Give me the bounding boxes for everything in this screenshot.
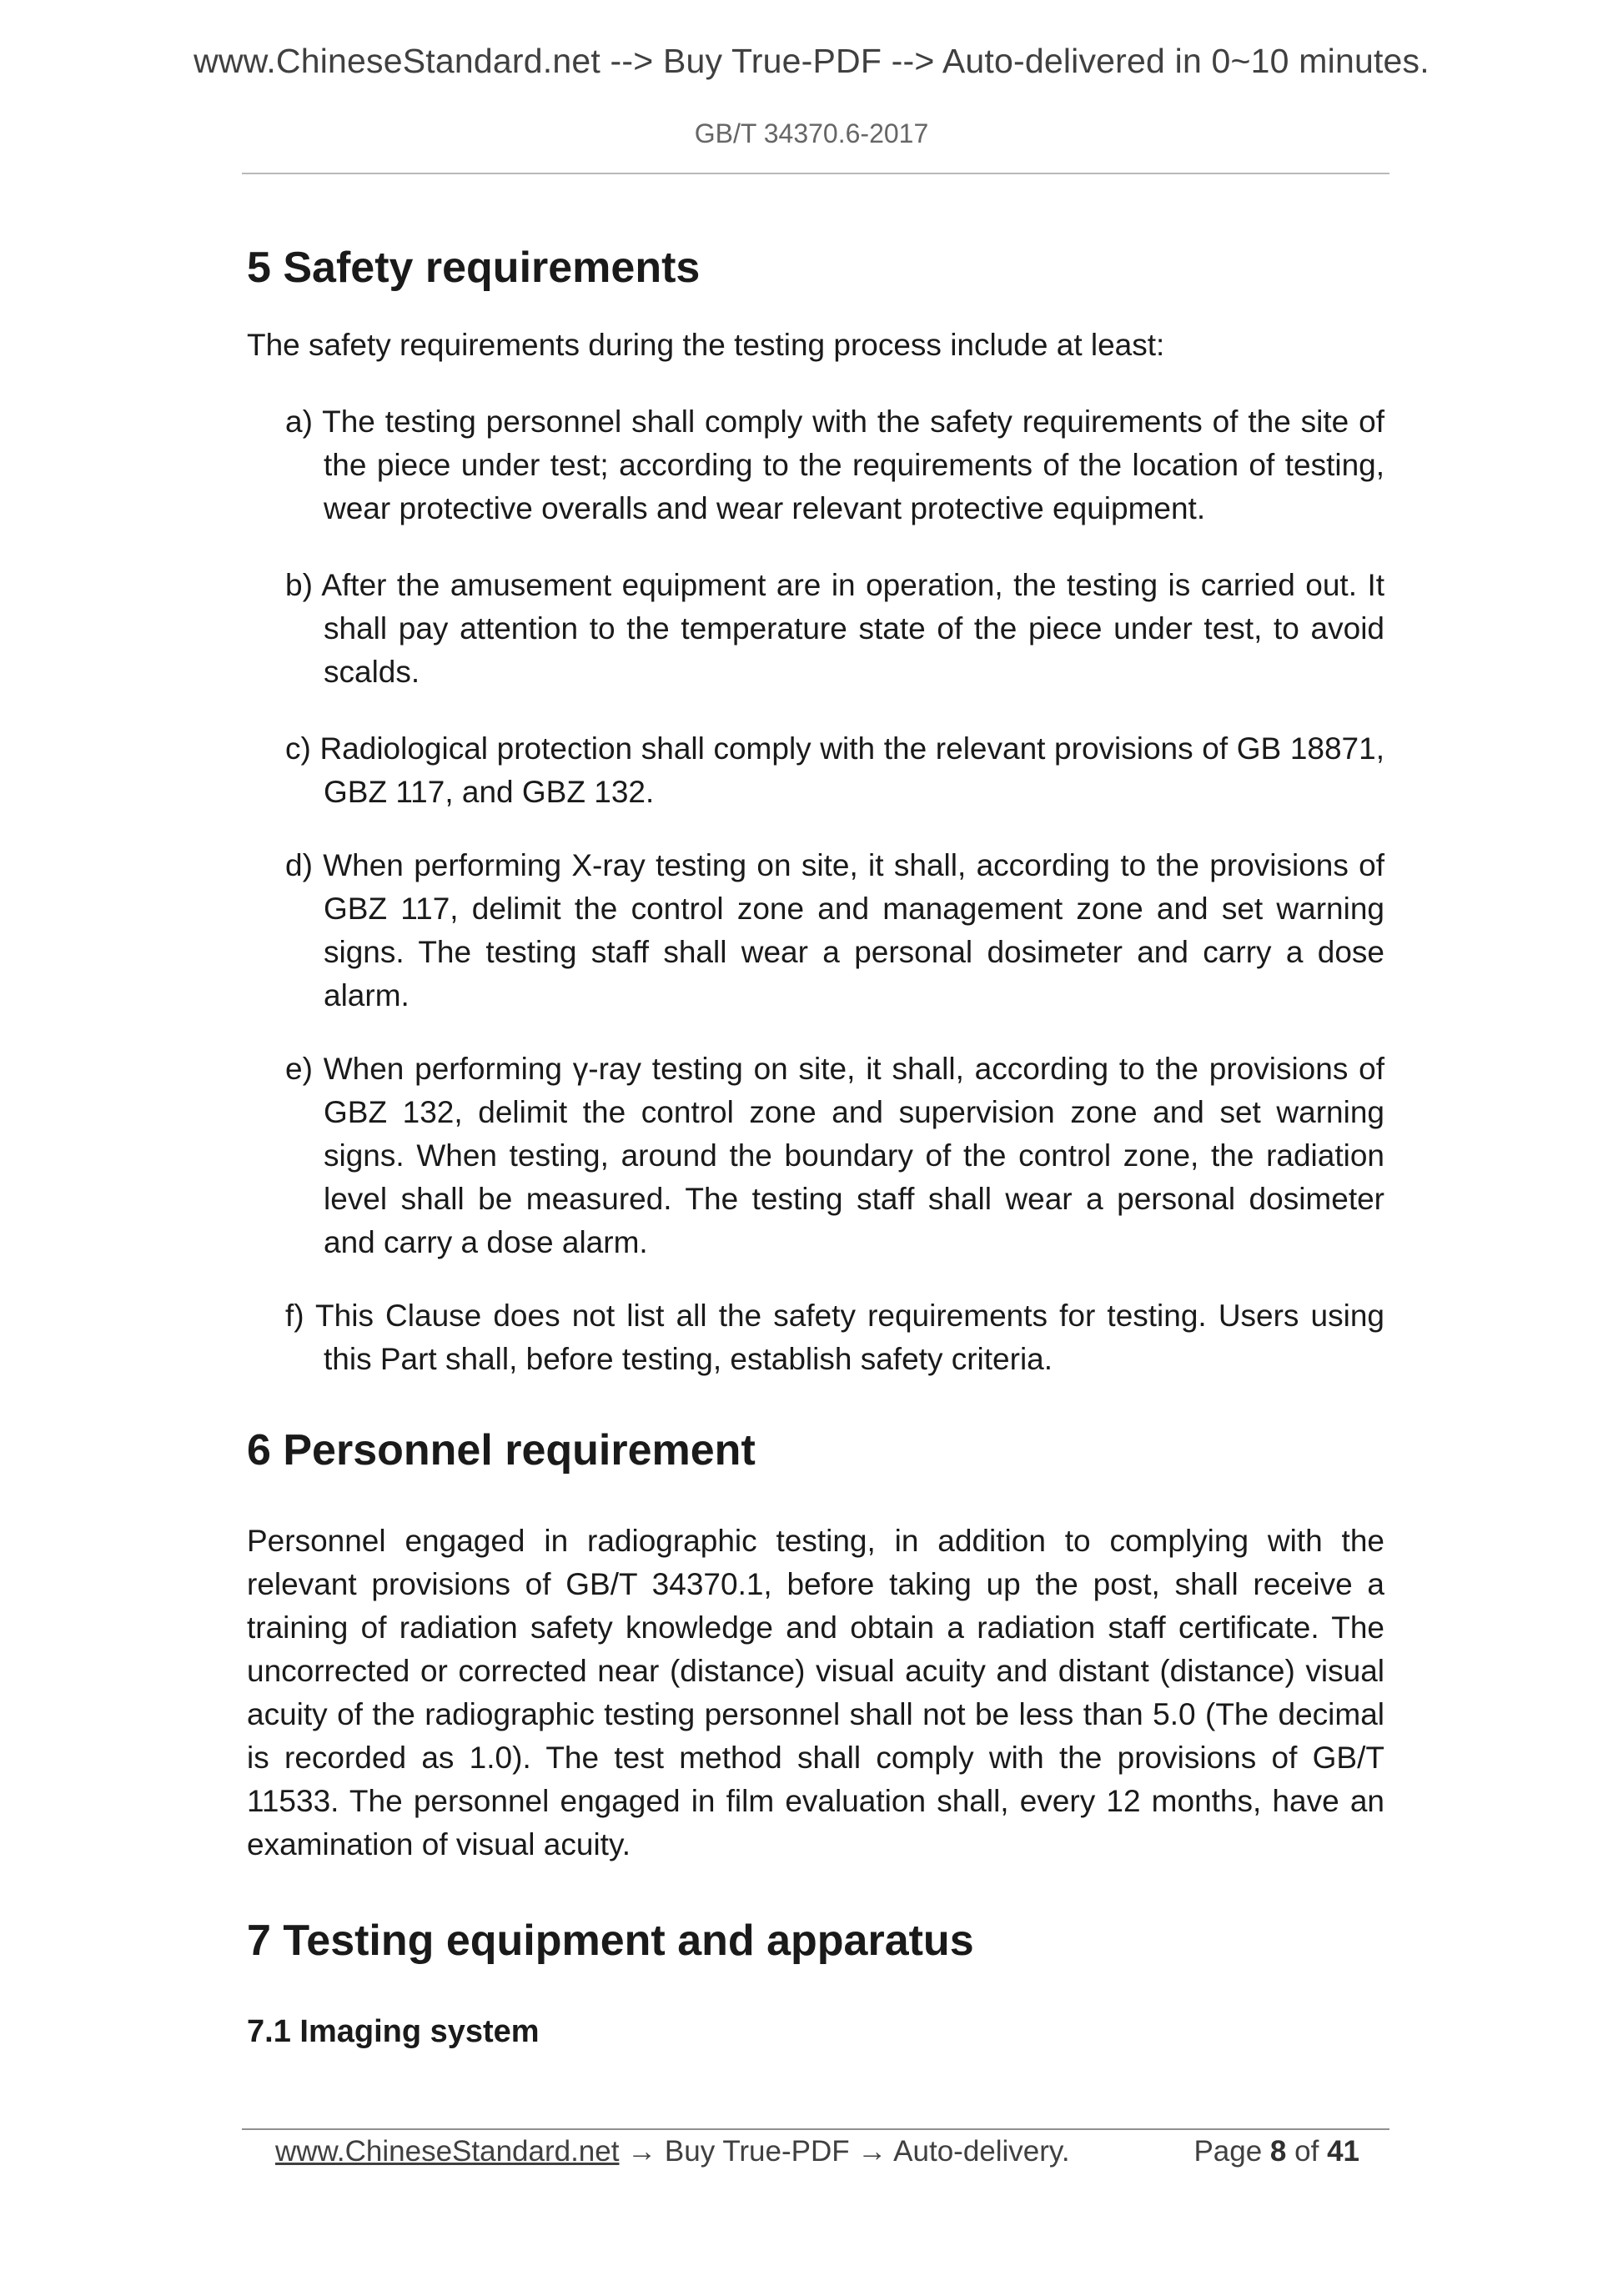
list-item: f) This Clause does not list all the safety requirements for testing. Users using this Part shall, before testing, establish safety criteria. [285,1299,1384,1376]
footer-text: → Buy True-PDF → Auto-delivery. [619,2135,1070,2168]
of-label: of [1294,2135,1319,2168]
page-indicator [1193,2135,1359,2168]
page-number: 8 [1269,2135,1287,2168]
header-divider [242,173,1389,174]
subsection-7-1-title: 7.1 Imaging system [247,2014,540,2049]
safety-requirements-list [247,400,1384,1381]
section-6-body: Personnel engaged in radiographic testing, in addition to complying with the relevant provisions of GB/T 34370.1, before taking up the post, shall receive a training of radiation safety knowledge and obtain a radiation staff certificate. The uncorrected or corrected near (distance) visual acuity and distant (distance) visual acuity of the radiographic testing personnel shall not be less than 5.0 (The decimal is recorded as 1.0). The test method shall comply with the provisions of GB/T 11533. The personnel engaged in film evaluation shall, every 12 months, have an examination of visual acuity. [247,1524,1384,1861]
page-footer [275,2135,1359,2177]
top-banner: www.ChineseStandard.net --> Buy True-PDF --> Auto-delivered in 0~10 minutes. [193,42,1430,80]
section-6-title: 6 Personnel requirement [247,1426,756,1475]
section-5-intro: The safety requirements during the testing process include at least: [247,328,1165,362]
section-5-title: 5 Safety requirements [247,244,701,292]
page-label: Page [1193,2135,1263,2168]
list-item: d) When performing X-ray testing on site, it shall, according to the provisions of GBZ 117, delimit the control zone and management zone and set warning signs. The testing staff shall wear a personal dosimeter and carry a dose alarm. [285,848,1384,1012]
footer-link[interactable]: www.ChineseStandard.net [275,2135,620,2168]
page-content [247,232,1384,2057]
document-code: GB/T 34370.6-2017 [694,118,929,148]
list-item: a) The testing personnel shall comply with the safety requirements of the site of the piece under test; according to the requirements of the location of testing, wear protective overalls and wear relevant protective equipment. [285,404,1384,525]
list-item: c) Radiological protection shall comply with the relevant provisions of GB 18871, GBZ 117, and GBZ 132. [285,731,1384,809]
list-item: b) After the amusement equipment are in operation, the testing is carried out. It shall pay attention to the temperature state of the piece under test, to avoid scalds. [285,568,1384,689]
footer-left [275,2135,1070,2168]
list-item: e) When performing γ-ray testing on site, it shall, according to the provisions of GBZ 132, delimit the control zone and supervision zone and set warning signs. When testing, around the boundary of the control zone, the radiation level shall be measured. The testing staff shall wear a personal dosimeter and carry a dose alarm. [285,1052,1384,1259]
footer-divider [242,2128,1389,2130]
section-7-title: 7 Testing equipment and apparatus [247,1917,974,1965]
page-total: 41 [1327,2135,1359,2168]
